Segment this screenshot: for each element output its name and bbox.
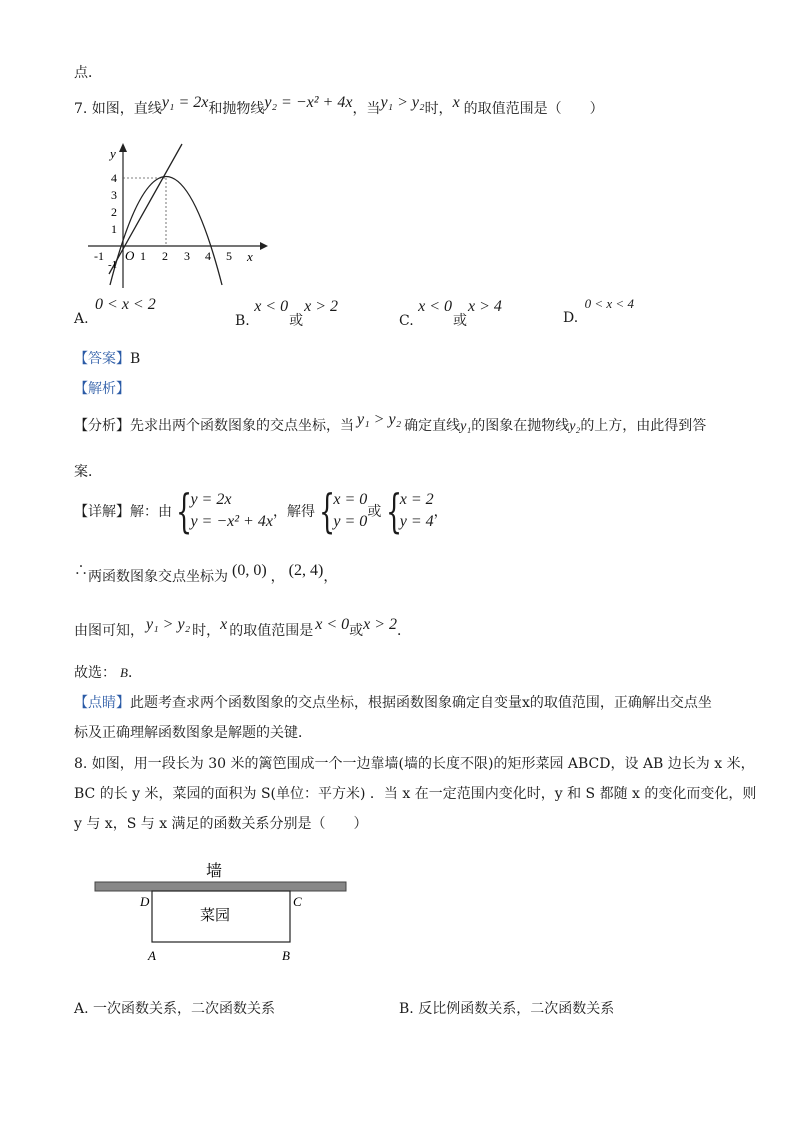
q7-option-c[interactable] xyxy=(399,296,502,329)
from-graph-variable: x xyxy=(220,616,228,633)
point-1: (0, 0) xyxy=(232,562,267,579)
option-c-text2: x > 4 xyxy=(468,298,502,315)
q8-option-a-letter: A. xyxy=(74,1001,89,1017)
vertex-d: D xyxy=(140,894,150,909)
y-tick-4: 4 xyxy=(111,171,117,185)
q7-variable: x xyxy=(452,94,460,111)
answer-value: B xyxy=(130,351,141,367)
intersection-line xyxy=(74,560,338,585)
y-tick-1: 1 xyxy=(111,222,117,236)
from-graph-mid: 时， xyxy=(192,623,221,639)
q7-line-equation: y₁ = 2x xyxy=(161,94,209,111)
x-tick-4: 4 xyxy=(205,249,211,263)
xiangjie-or: 或 xyxy=(367,504,382,520)
option-b-text1: x < 0 xyxy=(254,298,289,315)
solution-2: { x = 2 y = 4 xyxy=(385,484,434,538)
from-graph-line xyxy=(74,614,412,639)
question-7-stem xyxy=(74,94,604,118)
x-tick-2: 2 xyxy=(162,249,168,263)
fenxi-y1: y₁ xyxy=(460,419,472,434)
point-sep-2: ， xyxy=(323,569,338,585)
system-row-2: y = −x² + 4x xyxy=(190,513,273,530)
x-axis-arrow xyxy=(260,242,268,250)
fenxi-text-3: 的图象在抛物线 xyxy=(471,418,570,434)
solution-2-row-2: y = 4 xyxy=(399,513,434,530)
q8-option-b-text: 反比例函数关系，二次函数关系 xyxy=(418,1001,615,1017)
vertex-c: C xyxy=(293,894,302,909)
fenxi-line-1 xyxy=(74,411,707,435)
dianjing-text-1: 此题考查求两个函数图象的交点坐标，根据函数图象确定自变量x的取值范围，正确解出交点坐 xyxy=(130,695,712,711)
q7-cond-suffix: 时， xyxy=(424,101,453,117)
q7-option-a[interactable] xyxy=(74,296,156,327)
origin-label: O xyxy=(125,248,135,263)
y-tick-neg1: -1 xyxy=(108,259,118,271)
q7-function-graph xyxy=(84,140,274,290)
q8-stem-line-1: 8. 如图，用一段长为 30 米的篱笆围成一个一边靠墙(墙的长度不限)的矩形菜园 ABCD，设 AB 边长为 x 米， xyxy=(74,756,755,772)
option-d-text: 0 < x < 4 xyxy=(584,296,634,311)
option-b-or: 或 xyxy=(289,313,304,329)
solution-1: { x = 0 y = 0 xyxy=(319,484,368,538)
from-graph-condition: y₁ > y₂ xyxy=(146,616,191,633)
point-sep-1: ， xyxy=(270,569,285,585)
y-axis-label: y xyxy=(110,146,116,161)
x-tick-1: 1 xyxy=(140,249,146,263)
option-d-letter: D. xyxy=(563,310,579,326)
dianjing-line-1 xyxy=(74,692,712,712)
from-graph-text: 由图可知， xyxy=(74,623,144,639)
q8-stem-line-2: BC 的长 y 米，菜园的面积为 S(单位：平方米) ．当 x 在一定范围内变化时，y 和 S 都随 x 的变化而变化，则 xyxy=(74,786,757,802)
q7-cond-prefix: ，当 xyxy=(352,101,381,117)
xiangjie-text-1: 解：由 xyxy=(130,504,172,520)
choose-line xyxy=(74,662,142,682)
fenxi-tag: 【分析】 xyxy=(74,418,130,434)
q8-garden-figure xyxy=(90,856,355,968)
wall-label: 墙 xyxy=(206,863,223,880)
q8-stem-line-3: y 与 x，S 与 x 满足的函数关系分别是（ ） xyxy=(74,816,368,832)
xiangjie-line xyxy=(74,484,448,538)
q8-option-b-letter: B. xyxy=(399,1001,414,1017)
fenxi-text-1: 先求出两个函数图象的交点坐标，当 xyxy=(130,418,354,434)
x-tick-5: 5 xyxy=(226,249,232,263)
option-b-text2: x > 2 xyxy=(304,298,339,315)
choose-value: B xyxy=(120,665,128,680)
q7-answer xyxy=(74,348,140,368)
intersection-text: 两函数图象交点坐标为 xyxy=(88,569,228,585)
x-tick-3: 3 xyxy=(184,249,190,263)
fenxi-line-2: 案． xyxy=(74,464,102,480)
choose-text: 故选： xyxy=(74,665,116,681)
dianjing-tag: 【点睛】 xyxy=(74,695,130,711)
y-axis-arrow xyxy=(119,143,127,152)
y-tick-3: 3 xyxy=(111,188,117,202)
q7-option-b[interactable] xyxy=(235,296,339,329)
option-a-letter: A. xyxy=(74,311,89,327)
q8-option-a-text: 一次函数关系，二次函数关系 xyxy=(93,1001,276,1017)
therefore-symbol: ∴ xyxy=(74,563,88,579)
analysis-tag: 【解析】 xyxy=(74,381,130,397)
xiangjie-tag: 【详解】 xyxy=(74,504,130,520)
xiangjie-end: ， xyxy=(433,504,448,520)
option-a-text: 0 < x < 2 xyxy=(95,296,156,313)
q7-tail: 的取值范围是（ ） xyxy=(463,101,604,117)
solution-2-row-1: x = 2 xyxy=(399,491,434,508)
dianjing-line-2: 标及正确理解函数图象是解题的关键． xyxy=(74,725,312,741)
from-graph-range-2: x > 2 xyxy=(363,616,398,633)
x-tick-neg1: -1 xyxy=(94,249,104,263)
garden-label: 菜园 xyxy=(200,908,231,924)
option-b-letter: B. xyxy=(235,313,250,329)
q7-parabola-equation: y₂ = −x² + 4x xyxy=(264,94,353,111)
choose-end: ． xyxy=(127,665,142,681)
equation-system: { y = 2x y = −x² + 4x xyxy=(176,484,273,538)
option-c-or: 或 xyxy=(453,313,468,329)
vertex-a: A xyxy=(148,948,156,963)
q7-mid-text: 和抛物线 xyxy=(208,101,265,117)
from-graph-range-text: 的取值范围是 xyxy=(229,623,314,639)
solution-1-row-2: y = 0 xyxy=(333,513,368,530)
q8-option-a[interactable] xyxy=(74,998,275,1018)
q7-number: 7. 如图，直线 xyxy=(74,101,162,117)
fenxi-text-2: 确定直线 xyxy=(404,418,461,434)
wall-bar xyxy=(95,882,346,891)
q7-condition: y₁ > y₂ xyxy=(380,94,425,111)
q8-option-b[interactable] xyxy=(399,998,614,1018)
fenxi-condition: y₁ > y₂ xyxy=(357,411,402,428)
fenxi-text-4: 的上方，由此得到答 xyxy=(580,418,707,434)
from-graph-end: ． xyxy=(397,623,412,639)
y-tick-2: 2 xyxy=(111,205,117,219)
fenxi-y2: y₂ xyxy=(569,419,581,434)
vertex-b: B xyxy=(282,948,290,963)
x-axis-label: x xyxy=(247,249,253,264)
point-2: (2, 4) xyxy=(288,562,324,579)
answer-tag: 【答案】 xyxy=(74,351,130,367)
system-row-1: y = 2x xyxy=(190,491,232,508)
option-c-text1: x < 0 xyxy=(418,298,453,315)
option-c-letter: C. xyxy=(399,313,414,329)
top-fragment: 点． xyxy=(74,65,102,81)
from-graph-or: 或 xyxy=(349,623,364,639)
xiangjie-text-2: ，解得 xyxy=(272,504,315,520)
q7-option-d[interactable] xyxy=(563,296,634,326)
solution-1-row-1: x = 0 xyxy=(333,491,368,508)
from-graph-range-1: x < 0 xyxy=(315,616,350,633)
